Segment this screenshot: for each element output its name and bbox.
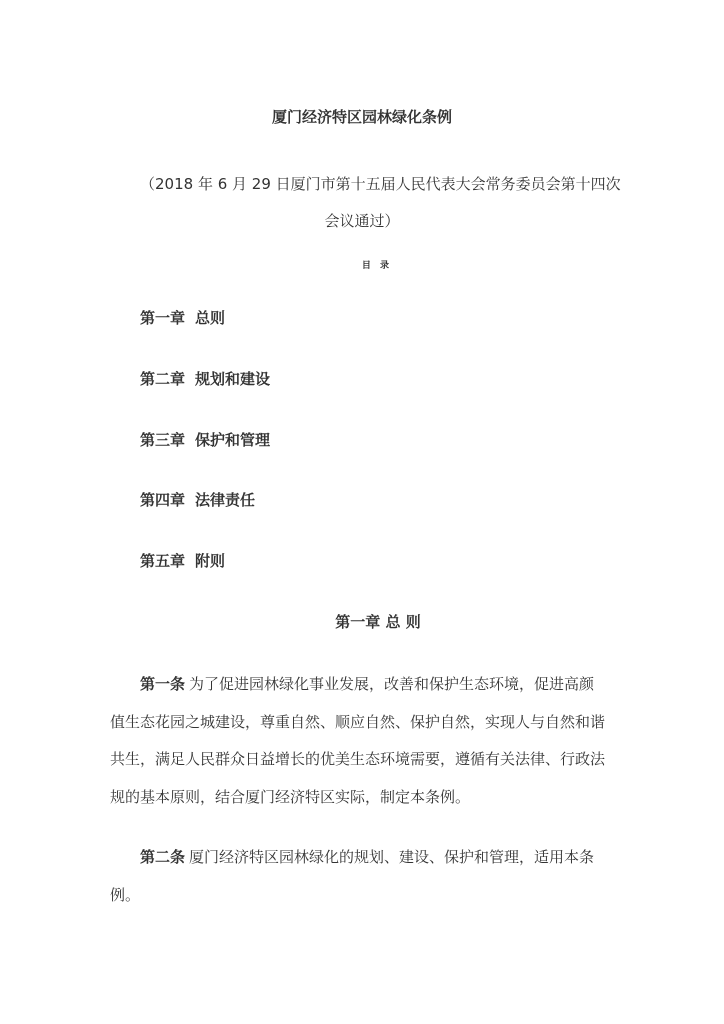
- article-label: 第一条: [140, 675, 186, 693]
- toc-item-number: 第一章: [140, 309, 186, 327]
- toc-item-number: 第三章: [140, 430, 186, 449]
- toc-item-label: 法律责任: [195, 491, 256, 510]
- toc-item-number: 第二章: [140, 369, 186, 388]
- document-title: 厦门经济特区园林绿化条例: [271, 108, 452, 126]
- article-1: [110, 666, 614, 816]
- article-line: 值生态花园之城建设，尊重自然、顺应自然、保护自然，实现人与自然和谐: [110, 712, 606, 731]
- toc-item-chapter-1: [140, 307, 270, 368]
- article-line: [110, 666, 614, 704]
- toc-item-label: 保护和管理: [195, 430, 271, 449]
- subtitle-line-1: （2018 年 6 月 29 日厦门市第十五届人民代表大会常务委员会第十四次: [140, 175, 621, 193]
- toc-heading: 目 录: [361, 261, 393, 271]
- toc-item-number: 第五章: [140, 552, 186, 571]
- toc-item-chapter-2: [140, 368, 270, 429]
- toc-item-chapter-3: [140, 429, 270, 490]
- article-line: 共生，满足人民群众日益增长的优美生态环境需要，遵循有关法律、行政法: [110, 750, 606, 768]
- article-2: [110, 839, 614, 914]
- article-line: [110, 839, 614, 877]
- toc-item-label: 总则: [195, 309, 226, 327]
- article-label: 第二条: [140, 848, 186, 866]
- article-text: 厦门经济特区园林绿化的规划、建设、保护和管理，适用本条: [189, 848, 595, 866]
- toc-item-label: 规划和建设: [195, 369, 271, 388]
- table-of-contents: [140, 307, 270, 611]
- subtitle-line-2: 会议通过）: [324, 212, 400, 230]
- document-subtitle: [140, 166, 624, 240]
- chapter-1-heading: 第一章 总 则: [335, 613, 421, 631]
- article-text: 为了促进园林绿化事业发展，改善和保护生态环境，促进高颜: [189, 675, 595, 693]
- article-line: 规的基本原则，结合厦门经济特区实际，制定本条例。: [110, 787, 471, 806]
- article-line: 例。: [110, 885, 141, 904]
- toc-item-chapter-5: [140, 550, 270, 611]
- toc-item-number: 第四章: [140, 491, 186, 510]
- toc-item-chapter-4: [140, 489, 270, 550]
- toc-item-label: 附则: [195, 552, 226, 571]
